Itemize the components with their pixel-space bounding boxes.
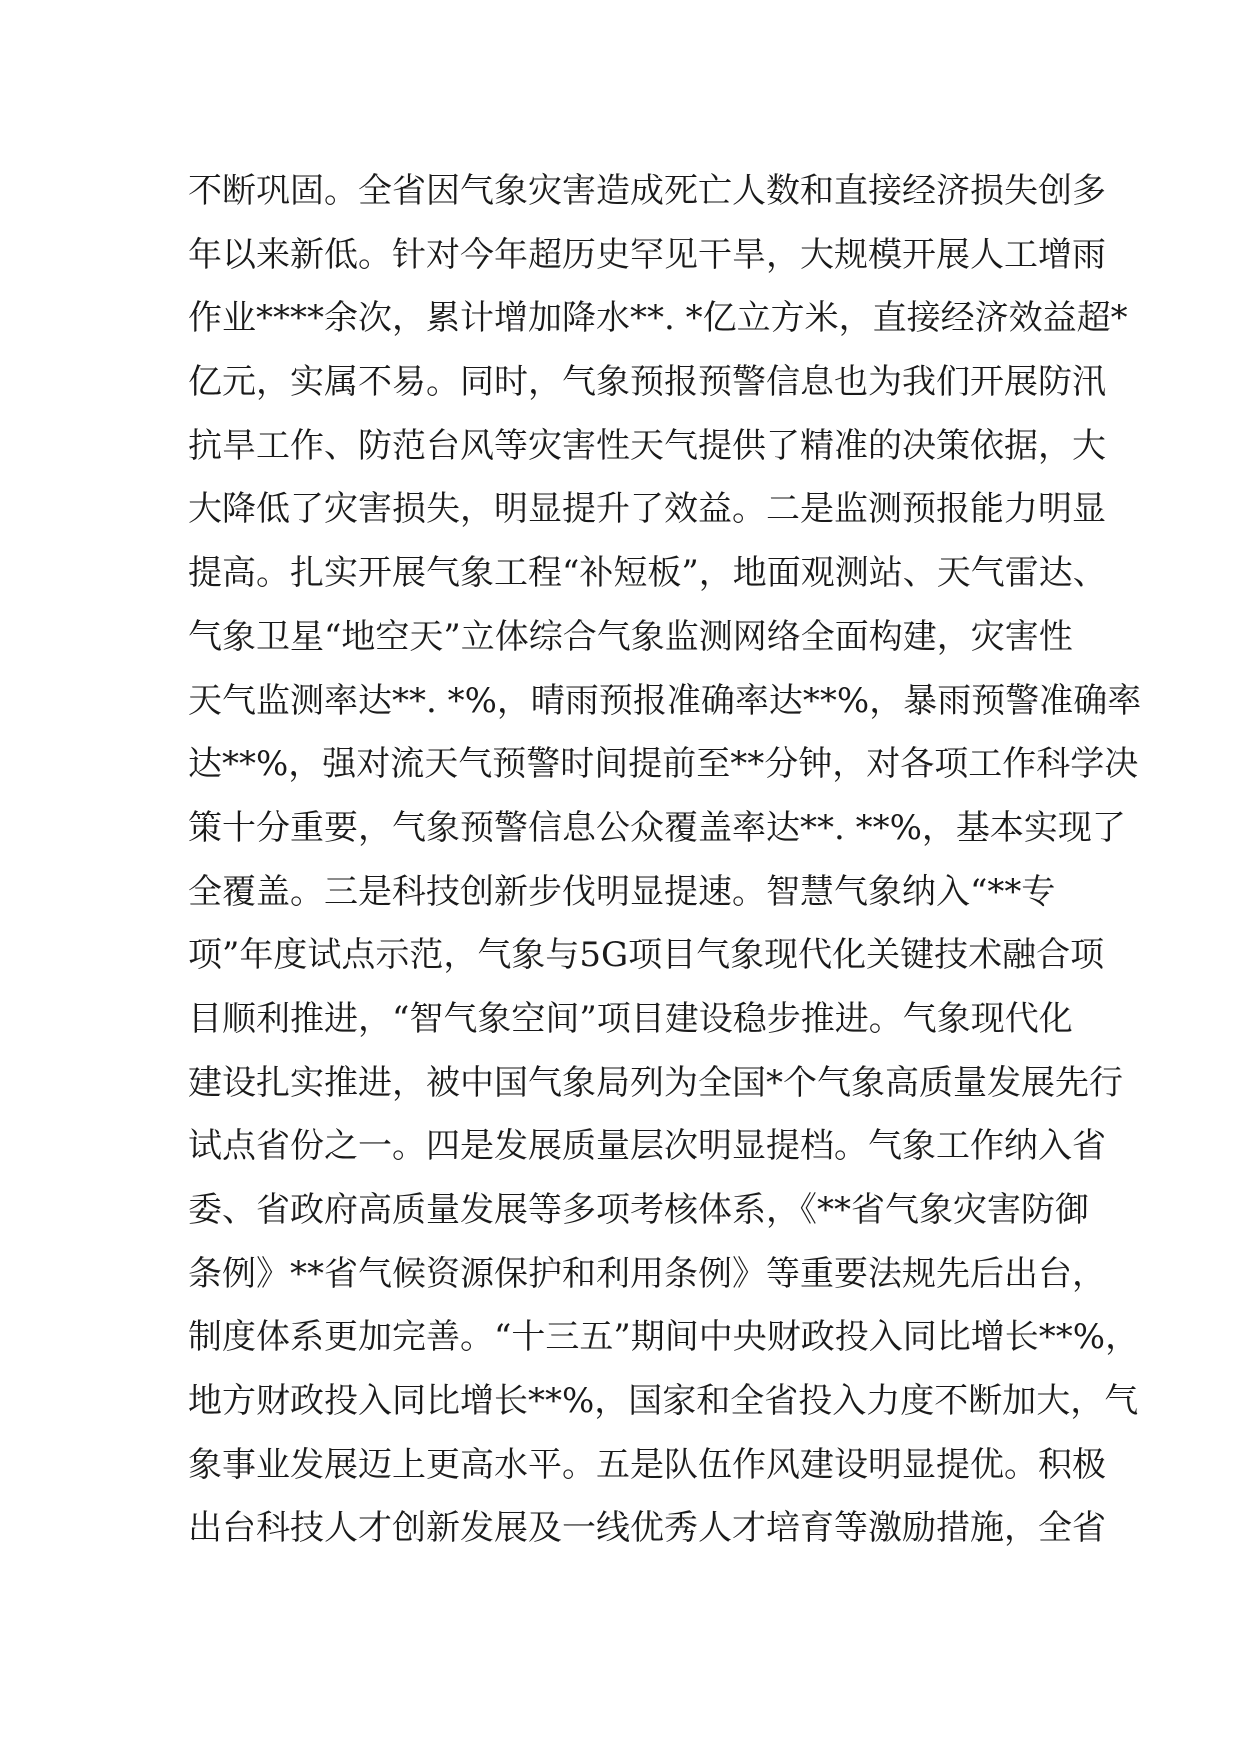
text-line: 不断巩固。全省因气象灾害造成死亡人数和直接经济损失创多 <box>188 171 1106 211</box>
text-line: 象事业发展迈上更高水平。五是队伍作风建设明显提优。积极 <box>188 1444 1106 1485</box>
text-line: 委、省政府高质量发展等多项考核体系，《**省气象灾害防御 <box>188 1190 1089 1230</box>
text-line: 条例》**省气候资源保护和利用条例》等重要法规先后出台， <box>188 1253 1106 1294</box>
text-line: 全覆盖。三是科技创新步伐明显提速。智慧气象纳入“**专 <box>188 871 1056 912</box>
text-line: 地方财政投入同比增长**%，国家和全省投入力度不断加大，气 <box>188 1381 1139 1422</box>
text-line: 出台科技人才创新发展及一线优秀人才培育等激励措施，全省 <box>188 1508 1106 1549</box>
text-line: 亿元，实属不易。同时，气象预报预警信息也为我们开展防汛 <box>188 362 1106 403</box>
text-line: 气象卫星“地空天”立体综合气象监测网络全面构建，灾害性 <box>188 616 1073 657</box>
text-line: 制度体系更加完善。“十三五”期间中央财政投入同比增长**%， <box>188 1317 1140 1358</box>
text-line: 建设扎实推进，被中国气象局列为全国*个气象高质量发展先行 <box>188 1062 1123 1103</box>
text-line: 试点省份之一。四是发展质量层次明显提档。气象工作纳入省 <box>188 1126 1106 1167</box>
text-line: 提高。扎实开展气象工程“补短板”，地面观测站、天气雷达、 <box>188 553 1107 594</box>
text-line: 抗旱工作、防范台风等灾害性天气提供了精准的决策依据，大 <box>188 425 1106 466</box>
text-line: 作业****余次，累计增加降水**. *亿立方米，直接经济效益超* <box>188 298 1128 339</box>
body-paragraph <box>188 160 1142 1561</box>
text-line: 策十分重要，气象预警信息公众覆盖率达**. **%，基本实现了 <box>188 807 1126 848</box>
text-line: 达**%，强对流天气预警时间提前至**分钟，对各项工作科学决 <box>188 744 1139 785</box>
text-line: 天气监测率达**. *%，晴雨预报准确率达**%，暴雨预警准确率 <box>188 680 1142 721</box>
text-line: 目顺利推进，“智气象空间”项目建设稳步推进。气象现代化 <box>188 998 1073 1039</box>
text-line: 项”年度试点示范，气象与5G项目气象现代化关键技术融合项 <box>188 935 1105 976</box>
text-line: 大降低了灾害损失，明显提升了效益。二是监测预报能力明显 <box>188 489 1106 530</box>
text-line: 年以来新低。针对今年超历史罕见干旱，大规模开展人工增雨 <box>188 234 1106 275</box>
